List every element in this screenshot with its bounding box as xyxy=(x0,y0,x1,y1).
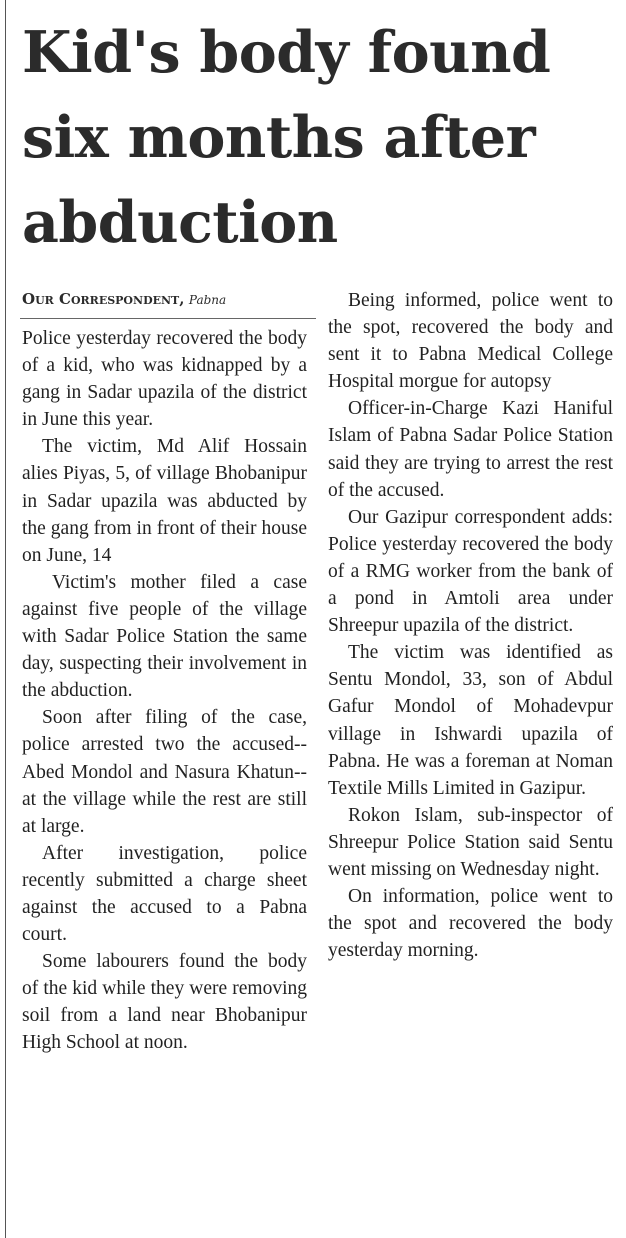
paragraph: On information, police went to the spot and recovered the body yesterday morning. xyxy=(328,886,613,962)
column-divider-rule xyxy=(5,0,6,1238)
paragraph: Rokon Islam, sub-inspector of Shreepur Police Station said Sentu went missing on Wednesday night. xyxy=(328,804,613,880)
headline: Kid's body found six months after abduction xyxy=(22,19,551,256)
paragraph: The victim was identified as Sentu Mondol, 33, son of Abdul Gafur Mondol of Mohadevpur village in Ishwardi upazila of Pabna. He was a foreman at Noman Textile Mills Limited in Gazipur. xyxy=(328,642,613,799)
paragraph: After investigation, police recently submitted a charge sheet against the accused to a Pabna court. xyxy=(22,842,307,946)
paragraph: The victim, Md Alif Hossain alies Piyas, 5, of village Bhobanipur in Sadar upazila was abducted by the gang from in front of their house on June, 14 xyxy=(22,436,307,566)
byline xyxy=(22,289,314,310)
paragraph: Soon after filing of the case, police arrested two the accused--Abed Mondol and Nasura Khatun--at the village while the rest are still at large. xyxy=(22,707,307,837)
paragraph: Victim's mother filed a case against five people of the village with Sadar Police Station the same day, suspecting their involvement in the abduction. xyxy=(22,571,307,702)
paragraph: Being informed, police went to the spot, recovered the body and sent it to Pabna Medical College Hospital morgue for autopsy xyxy=(328,290,613,393)
article-column-1 xyxy=(22,325,307,1057)
paragraph: Officer-in-Charge Kazi Haniful Islam of Pabna Sadar Police Station said they are trying to arrest the rest of the accused. xyxy=(328,398,613,501)
paragraph: Some labourers found the body of the kid while they were removing soil from a land near Bhobanipur High School at noon. xyxy=(22,951,307,1054)
paragraph: Police yesterday recovered the body of a kid, who was kidnapped by a gang in Sadar upazila of the district in June this year. xyxy=(22,328,307,431)
article-column-2 xyxy=(328,287,613,964)
byline-reporter: Our Correspondent, xyxy=(22,290,185,308)
paragraph: Our Gazipur correspondent adds: Police yesterday recovered the body of a RMG worker from the bank of a pond in Amtoli area under Shreepur upazila of the district. xyxy=(328,506,613,637)
byline-place: Pabna xyxy=(188,293,227,307)
byline-underline xyxy=(20,318,316,319)
